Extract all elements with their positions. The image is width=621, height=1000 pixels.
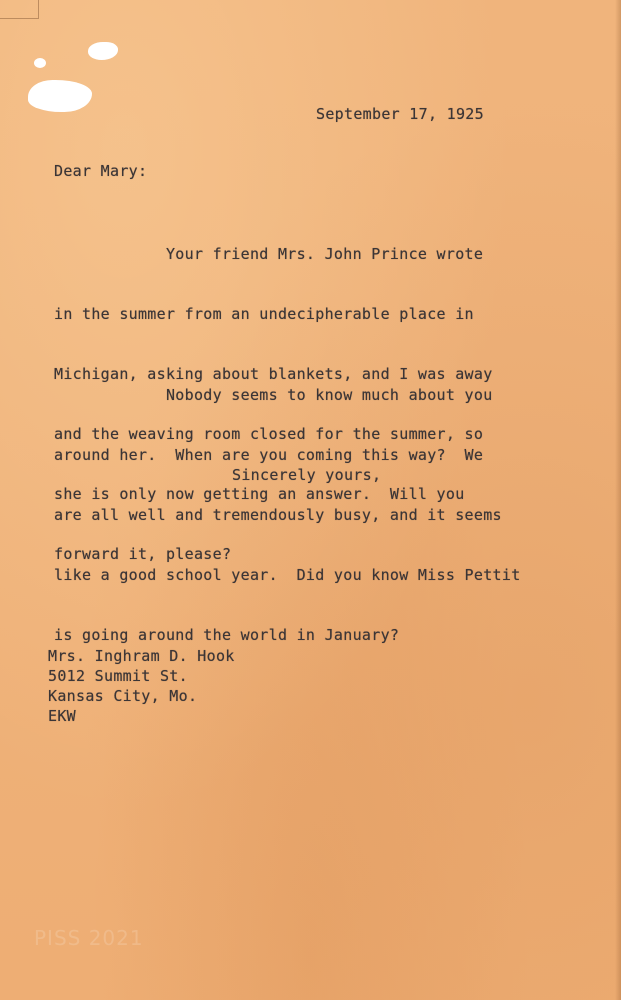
paragraph-line: is going around the world in January? [54,626,400,644]
address-street: 5012 Summit St. [48,667,188,685]
typist-initials: EKW [48,707,76,725]
paragraph-line: Your friend Mrs. John Prince wrote [54,245,484,263]
paragraph-line: around her. When are you coming this way? We [54,446,484,464]
letter-date: September 17, 1925 [316,105,484,123]
letter-paragraph-2 [54,345,521,685]
letter-closing: Sincerely yours, [232,466,382,484]
paragraph-line: she is only now getting an answer. Will you [54,485,465,503]
paper-tear-hole [88,42,118,60]
address-city: Kansas City, Mo. [48,687,198,705]
paragraph-line: Michigan, asking about blankets, and I was away [54,365,493,383]
letter-salutation: Dear Mary: [54,162,148,180]
paragraph-line: in the summer from an undecipherable place in [54,305,474,323]
paragraph-line: forward it, please? [54,545,232,563]
paper-tear-hole [34,58,46,68]
paragraph-line: like a good school year. Did you know Miss Pettit [54,566,521,584]
paper-edge-shadow [615,0,621,1000]
paper-tear-hole [28,80,92,112]
paper-corner-mark [0,0,39,19]
paragraph-line: are all well and tremendously busy, and it seems [54,506,502,524]
paragraph-line: and the weaving room closed for the summer, so [54,425,484,443]
address-name: Mrs. Inghram D. Hook [48,647,235,665]
paragraph-line: Nobody seems to know much about you [54,386,493,404]
watermark: PISS 2021 [34,926,144,950]
